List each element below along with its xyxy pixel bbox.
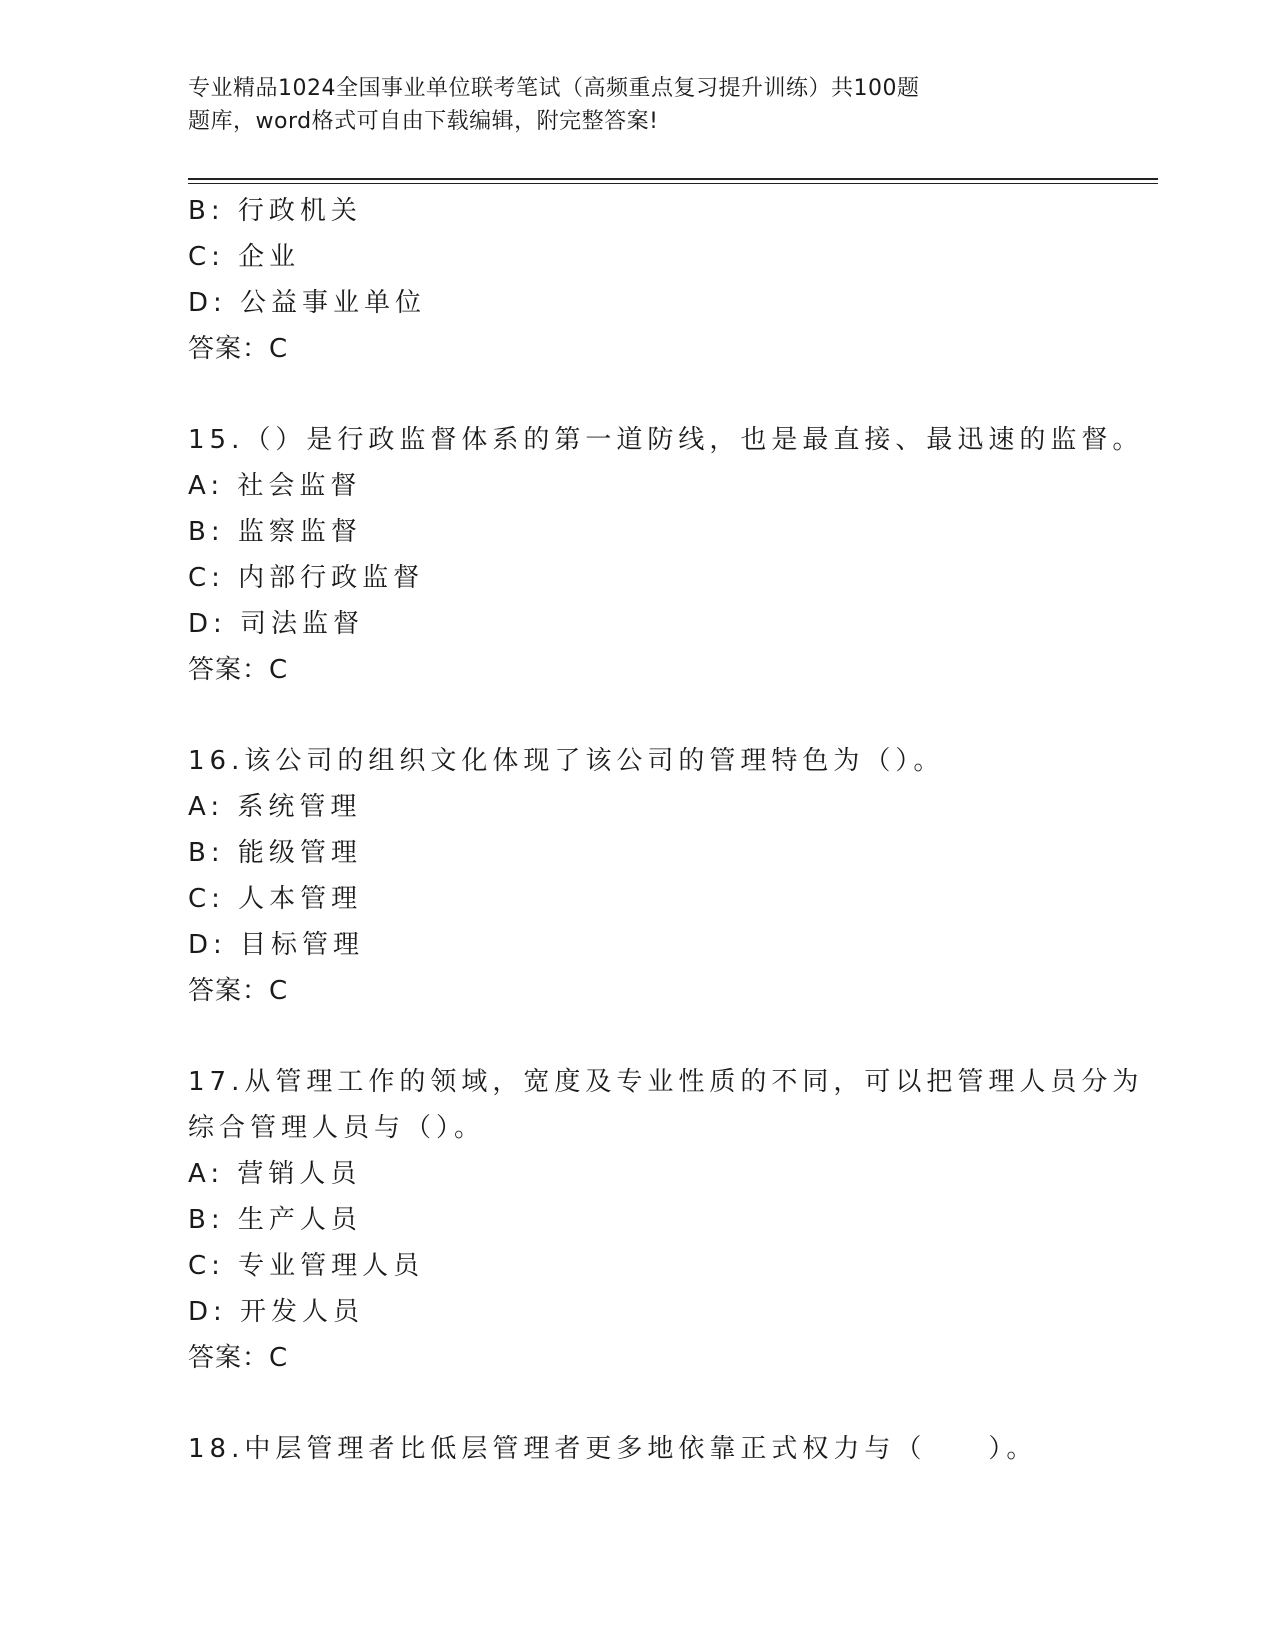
question-stem: 18.中层管理者比低层管理者更多地依靠正式权力与（ ）。: [188, 1434, 1038, 1464]
option-d: D: 开发人员: [188, 1297, 365, 1327]
header-line-1: 专业精品1024全国事业单位联考笔试（高频重点复习提升训练）共100题: [188, 76, 920, 101]
option-a: A: 营销人员: [188, 1159, 362, 1189]
option-a: A: 社会监督: [188, 471, 362, 501]
option-c: C: 人本管理: [188, 884, 363, 914]
question-15: [188, 417, 1148, 693]
answer: 答案：C: [188, 655, 289, 685]
option-d: D: 目标管理: [188, 930, 365, 960]
question-stem: 15.（）是行政监督体系的第一道防线，也是最直接、最迅速的监督。: [188, 425, 1144, 455]
option-c: C: 内部行政监督: [188, 563, 425, 593]
option-d: D: 司法监督: [188, 609, 365, 639]
option-a: A: 系统管理: [188, 792, 362, 822]
document-header: [188, 72, 1148, 138]
question-stem-line-2: 综合管理人员与（）。: [188, 1113, 486, 1143]
option-c: C: 企业: [188, 242, 301, 272]
option-b: B: 生产人员: [188, 1205, 362, 1235]
question-17: [188, 1059, 1148, 1381]
question-stem: 16.该公司的组织文化体现了该公司的管理特色为（）。: [188, 746, 945, 776]
option-b: B: 监察监督: [188, 517, 362, 547]
answer: 答案：C: [188, 1343, 289, 1373]
question-16: [188, 738, 1148, 1014]
question-18: [188, 1426, 1148, 1472]
question-14-partial: [188, 188, 1148, 372]
answer: 答案：C: [188, 976, 289, 1006]
option-b: B: 能级管理: [188, 838, 362, 868]
header-line-2: 题库，word格式可自由下载编辑，附完整答案!: [188, 109, 659, 134]
question-stem-line-1: 17.从管理工作的领域，宽度及专业性质的不同，可以把管理人员分为: [188, 1067, 1144, 1097]
header-rule-thick: [188, 178, 1158, 180]
option-c: C: 专业管理人员: [188, 1251, 425, 1281]
option-b: B: 行政机关: [188, 196, 362, 226]
header-rule-thin: [188, 183, 1158, 184]
question-content: [188, 188, 1148, 1472]
option-d: D: 公益事业单位: [188, 288, 427, 318]
answer: 答案：C: [188, 334, 289, 364]
